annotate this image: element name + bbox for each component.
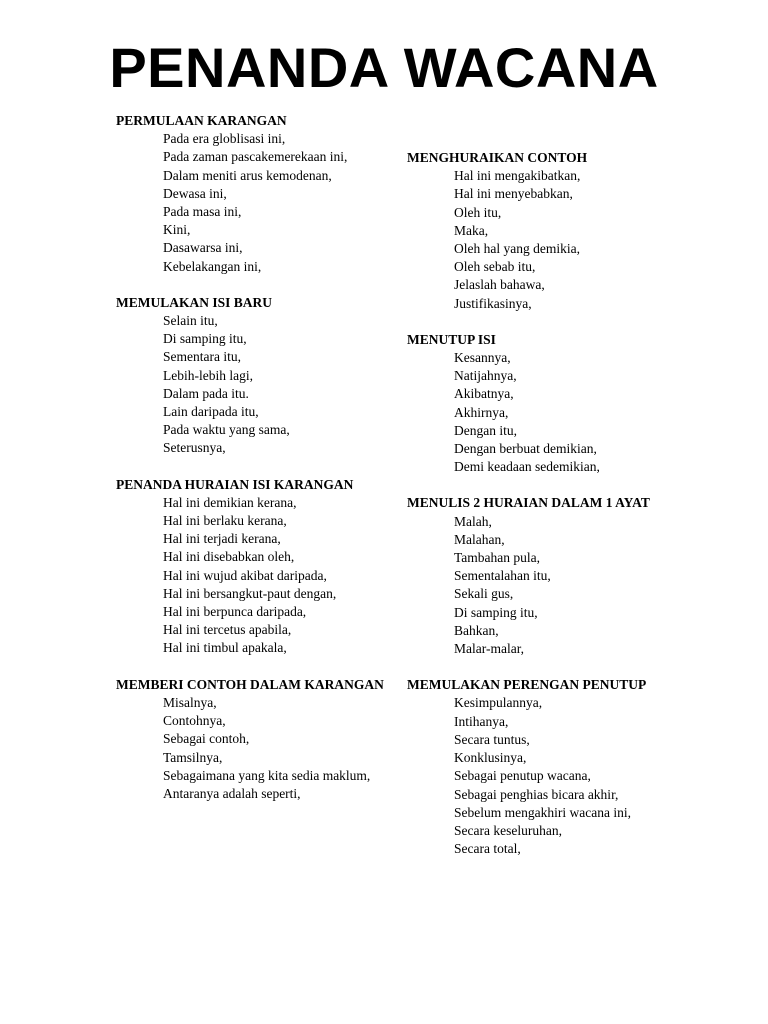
phrase-item: Seterusnya,: [163, 440, 226, 456]
phrase-item: Dalam meniti arus kemodenan,: [163, 167, 332, 183]
phrase-item: Misalnya,: [163, 694, 217, 710]
phrase-item: Akhirnya,: [454, 404, 509, 420]
phrase-item: Kini,: [163, 222, 191, 238]
section-memulakan-isi-baru: [116, 294, 396, 458]
phrase-item: Kesimpulannya,: [454, 695, 543, 711]
section-menulis-2-huraian: [407, 494, 707, 658]
phrase-item: Oleh sebab itu,: [454, 259, 536, 275]
phrase-item: Antaranya adalah seperti,: [163, 785, 301, 801]
phrase-item: Lain daripada itu,: [163, 404, 259, 420]
page-title: PENANDA WACANA: [109, 36, 659, 99]
phrase-item: Hal ini disebabkan oleh,: [163, 549, 295, 565]
phrase-item: Hal ini menyebabkan,: [454, 186, 573, 202]
phrase-item: Tambahan pula,: [454, 550, 541, 566]
phrase-item: Dalam pada itu.: [163, 385, 249, 401]
phrase-list: [407, 694, 707, 858]
phrase-item: Oleh hal yang demikia,: [454, 241, 580, 257]
section-heading: PERMULAAN KARANGAN: [116, 113, 287, 128]
phrase-item: Sementara itu,: [163, 349, 241, 365]
phrase-item: Sementalahan itu,: [454, 568, 551, 584]
phrase-item: Dengan berbuat demikian,: [454, 441, 597, 457]
phrase-item: Konklusinya,: [454, 750, 527, 766]
phrase-item: Demi keadaan sedemikian,: [454, 459, 600, 475]
phrase-item: Bahkan,: [454, 622, 499, 638]
section-memulakan-perengan-penutup: [407, 676, 707, 858]
section-heading: MENULIS 2 HURAIAN DALAM 1 AYAT: [407, 495, 650, 511]
phrase-item: Malahan,: [454, 531, 505, 547]
section-memberi-contoh: [116, 676, 396, 803]
phrase-item: Sebagai penutup wacana,: [454, 768, 591, 784]
section-heading: MEMULAKAN PERENGAN PENUTUP: [407, 677, 647, 693]
phrase-item: Pada zaman pascakemerekaan ini,: [163, 149, 348, 165]
phrase-item: Malar-malar,: [454, 641, 525, 657]
phrase-item: Secara tuntus,: [454, 731, 530, 747]
phrase-item: Akibatnya,: [454, 386, 514, 402]
phrase-item: Malah,: [454, 513, 492, 529]
phrase-item: Natijahnya,: [454, 368, 517, 384]
section-heading: PENANDA HURAIAN ISI KARANGAN: [116, 476, 354, 492]
left-column: [116, 112, 396, 821]
phrase-list: [407, 513, 707, 659]
phrase-list: [116, 694, 396, 803]
phrase-item: Hal ini wujud akibat daripada,: [163, 567, 327, 583]
phrase-item: Pada waktu yang sama,: [163, 422, 290, 438]
phrase-item: Hal ini mengakibatkan,: [454, 168, 581, 184]
phrase-item: Sebagai penghias bicara akhir,: [454, 786, 619, 802]
phrase-item: Dewasa ini,: [163, 185, 227, 201]
phrase-item: Sebagaimana yang kita sedia maklum,: [163, 767, 371, 783]
phrase-item: Kesannya,: [454, 350, 511, 366]
phrase-item: Pada masa ini,: [163, 204, 242, 220]
phrase-item: Hal ini timbul apakala,: [163, 640, 287, 656]
phrase-item: Secara total,: [454, 841, 521, 857]
phrase-item: Jelaslah bahawa,: [454, 277, 545, 293]
phrase-list: [407, 349, 707, 476]
phrase-item: Sekali gus,: [454, 586, 514, 602]
section-heading: MEMBERI CONTOH DALAM KARANGAN: [116, 676, 384, 692]
section-menghuraikan-contoh: [407, 149, 707, 313]
phrase-item: Dasawarsa ini,: [163, 240, 243, 256]
right-column: [407, 149, 707, 876]
phrase-item: Pada era globlisasi ini,: [163, 131, 286, 147]
phrase-item: Hal ini berlaku kerana,: [163, 513, 287, 529]
section-heading: MEMULAKAN ISI BARU: [116, 294, 273, 310]
section-heading: MENUTUP ISI: [407, 331, 496, 347]
phrase-item: Di samping itu,: [163, 331, 247, 347]
phrase-item: Kebelakangan ini,: [163, 258, 262, 274]
phrase-item: Hal ini demikian kerana,: [163, 494, 297, 510]
phrase-item: Contohnya,: [163, 713, 226, 729]
section-permulaan-karangan: [116, 112, 396, 276]
phrase-item: Oleh itu,: [454, 204, 502, 220]
section-penanda-huraian-isi: [116, 476, 396, 658]
phrase-list: [116, 312, 396, 458]
phrase-item: Hal ini bersangkut-paut dengan,: [163, 585, 337, 601]
phrase-item: Hal ini terjadi kerana,: [163, 531, 281, 547]
phrase-item: Intihanya,: [454, 713, 509, 729]
phrase-item: Hal ini tercetus apabila,: [163, 622, 292, 638]
phrase-item: Sebagai contoh,: [163, 731, 250, 747]
phrase-item: Secara keseluruhan,: [454, 822, 562, 838]
phrase-item: Selain itu,: [163, 313, 218, 329]
phrase-item: Tamsilnya,: [163, 749, 223, 765]
phrase-item: Di samping itu,: [454, 604, 538, 620]
phrase-item: Hal ini berpunca daripada,: [163, 604, 307, 620]
section-heading: MENGHURAIKAN CONTOH: [407, 150, 588, 165]
section-menutup-isi: [407, 331, 707, 477]
phrase-list: [407, 167, 707, 313]
phrase-list: [116, 494, 396, 658]
phrase-item: Sebelum mengakhiri wacana ini,: [454, 804, 631, 820]
phrase-item: Lebih-lebih lagi,: [163, 367, 253, 383]
phrase-item: Justifikasinya,: [454, 295, 532, 311]
phrase-item: Dengan itu,: [454, 422, 517, 438]
phrase-item: Maka,: [454, 222, 489, 238]
phrase-list: [116, 130, 396, 276]
